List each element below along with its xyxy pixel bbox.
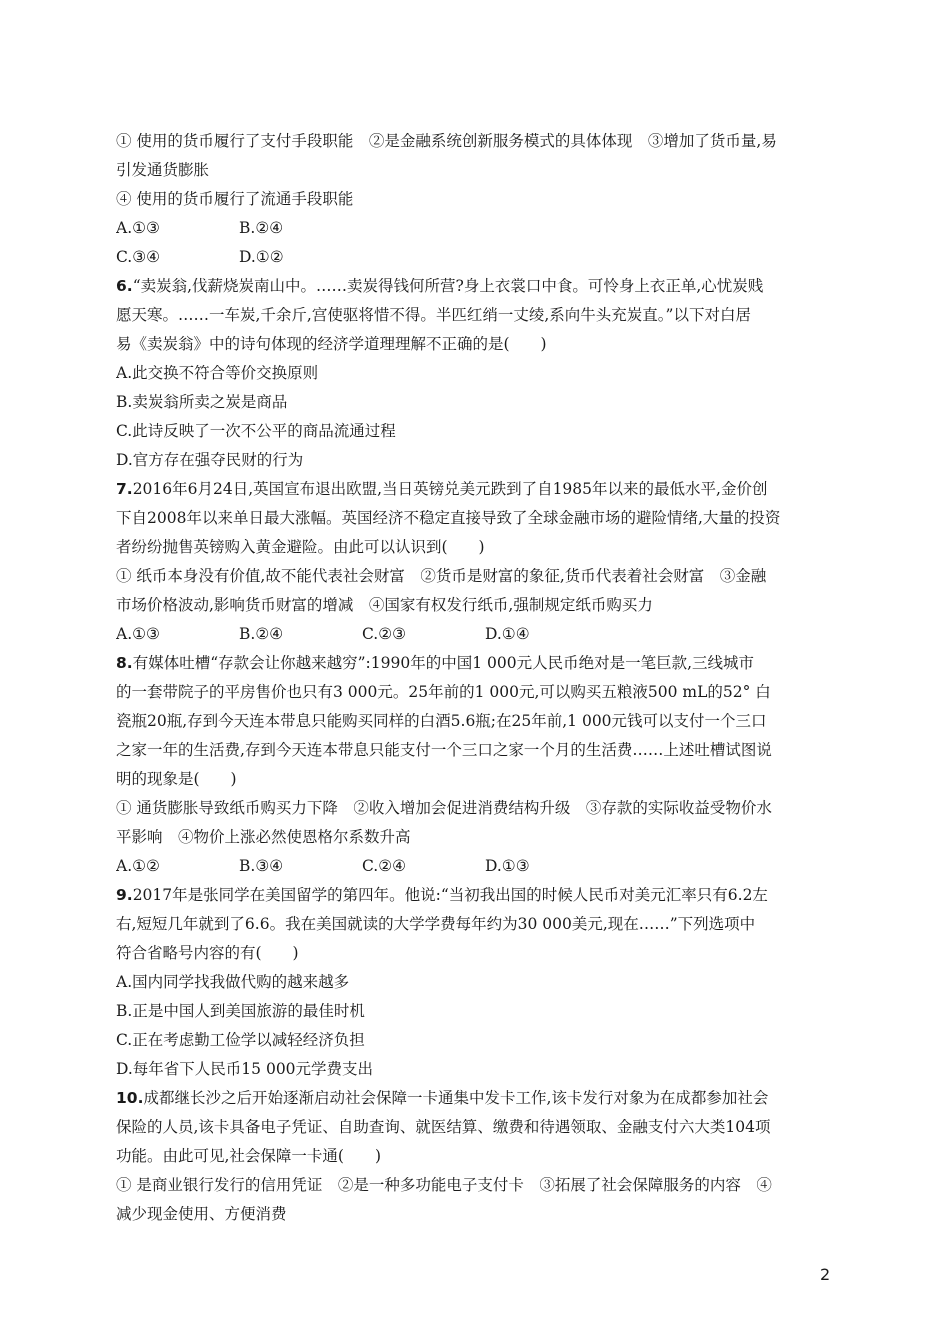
q8-option-b: B.③④ xyxy=(239,857,284,875)
q5-line: 引发通货膨胀 xyxy=(116,161,210,179)
q5-options-row xyxy=(116,243,836,272)
q9-stem-line xyxy=(116,881,836,910)
q9-option-a: A.国内同学找我做代购的越来越多 xyxy=(116,973,350,991)
page-content xyxy=(116,127,836,1229)
q9-stem-line: 符合省略号内容的有( ) xyxy=(116,944,299,962)
q7-stem-line: 下自2008年以来单日最大涨幅。英国经济不稳定直接导致了全球金融市场的避险情绪,大量的投资 xyxy=(116,509,781,527)
q6-number: 6. xyxy=(116,277,133,295)
q8-stem-line: ① 通货膨胀导致纸币购买力下降 ②收入增加会促进消费结构升级 ③存款的实际收益受物价水 xyxy=(116,799,772,817)
q9-number: 9. xyxy=(116,886,133,904)
q10-number: 10. xyxy=(116,1089,144,1107)
q10-stem-line: 减少现金使用、方便消费 xyxy=(116,1205,287,1223)
q7-text: 2016年6月24日,英国宣布退出欧盟,当日英镑兑美元跌到了自1985年以来的最低水平,金价创 xyxy=(132,480,768,498)
q6-stem-line xyxy=(116,272,836,301)
q7-stem-line: 者纷纷抛售英镑购入黄金避险。由此可以认识到( ) xyxy=(116,538,485,556)
q6-stem-line: 易《卖炭翁》中的诗句体现的经济学道理理解不正确的是( ) xyxy=(116,335,547,353)
q6-stem-line: 愿天寒。……一车炭,千余斤,宫使驱将惜不得。半匹红绡一丈绫,系向牛头充炭直。”以下对白居 xyxy=(116,306,751,324)
q5-line: ④ 使用的货币履行了流通手段职能 xyxy=(116,190,354,208)
q7-number: 7. xyxy=(116,480,133,498)
q10-text: 成都继长沙之后开始逐渐启动社会保障一卡通集中发卡工作,该卡发行对象为在成都参加社会 xyxy=(143,1089,769,1107)
q5-option-b: B.②④ xyxy=(239,219,284,237)
q5-options-row xyxy=(116,214,836,243)
q6-option-b: B.卖炭翁所卖之炭是商品 xyxy=(116,393,288,411)
q7-stem-line: 市场价格波动,影响货币财富的增减 ④国家有权发行纸币,强制规定纸币购买力 xyxy=(116,596,653,614)
q9-option-d: D.每年省下人民币15 000元学费支出 xyxy=(116,1060,374,1078)
q10-stem-line: 保险的人员,该卡具备电子凭证、自助查询、就医结算、缴费和待遇领取、金融支付六大类104项 xyxy=(116,1118,771,1136)
q8-stem-line: 瓷瓶20瓶,存到今天连本带息只能购买同样的白酒5.6瓶;在25年前,1 000元钱可以支付一个三口 xyxy=(116,712,767,730)
q5-option-c: C.③④ xyxy=(116,248,161,266)
q5-option-d: D.①② xyxy=(239,248,284,266)
q7-option-a: A.①③ xyxy=(116,625,160,643)
page-number: 2 xyxy=(820,1265,831,1284)
q8-number: 8. xyxy=(116,654,133,672)
q6-text: “卖炭翁,伐薪烧炭南山中。……卖炭得钱何所营?身上衣裳口中食。可怜身上衣正单,心忧炭贱 xyxy=(132,277,764,295)
q10-stem-line: 功能。由此可见,社会保障一卡通( ) xyxy=(116,1147,382,1165)
q6-option-c: C.此诗反映了一次不公平的商品流通过程 xyxy=(116,422,396,440)
q5-line: ① 使用的货币履行了支付手段职能 ②是金融系统创新服务模式的具体体现 ③增加了货币量,易 xyxy=(116,132,777,150)
q8-stem-line: 平影响 ④物价上涨必然使恩格尔系数升高 xyxy=(116,828,411,846)
q8-stem-line: 明的现象是( ) xyxy=(116,770,237,788)
q7-stem-line: ① 纸币本身没有价值,故不能代表社会财富 ②货币是财富的象征,货币代表着社会财富 ③金融 xyxy=(116,567,767,585)
q8-option-c: C.②④ xyxy=(362,857,407,875)
q8-stem-line xyxy=(116,649,836,678)
q10-stem-line: ① 是商业银行发行的信用凭证 ②是一种多功能电子支付卡 ③拓展了社会保障服务的内容 ④ xyxy=(116,1176,772,1194)
q8-stem-line: 的一套带院子的平房售价也只有3 000元。25年前的1 000元,可以购买五粮液500 mL的52° 白 xyxy=(116,683,771,701)
q8-option-a: A.①② xyxy=(116,857,160,875)
q9-option-c: C.正在考虑勤工俭学以减轻经济负担 xyxy=(116,1031,365,1049)
q7-option-c: C.②③ xyxy=(362,625,407,643)
q8-option-d: D.①③ xyxy=(485,857,530,875)
q6-option-d: D.官方存在强夺民财的行为 xyxy=(116,451,304,469)
q10-stem-line xyxy=(116,1084,836,1113)
q7-option-b: B.②④ xyxy=(239,625,284,643)
q9-stem-line: 右,短短几年就到了6.6。我在美国就读的大学学费每年约为30 000美元,现在……”下列选项中 xyxy=(116,915,756,933)
q8-stem-line: 之家一年的生活费,存到今天连本带息只能支付一个三口之家一个月的生活费……上述吐槽试图说 xyxy=(116,741,772,759)
q5-option-a: A.①③ xyxy=(116,219,160,237)
q8-options-row xyxy=(116,852,836,881)
q9-option-b: B.正是中国人到美国旅游的最佳时机 xyxy=(116,1002,365,1020)
q6-option-a: A.此交换不符合等价交换原则 xyxy=(116,364,319,382)
q9-text: 2017年是张同学在美国留学的第四年。他说:“当初我出国的时候人民币对美元汇率只有6.2左 xyxy=(132,886,768,904)
q7-options-row xyxy=(116,620,836,649)
q7-option-d: D.①④ xyxy=(485,625,530,643)
q8-text: 有媒体吐槽“存款会让你越来越穷”:1990年的中国1 000元人民币绝对是一笔巨款,三线城市 xyxy=(132,654,755,672)
q7-stem-line xyxy=(116,475,836,504)
